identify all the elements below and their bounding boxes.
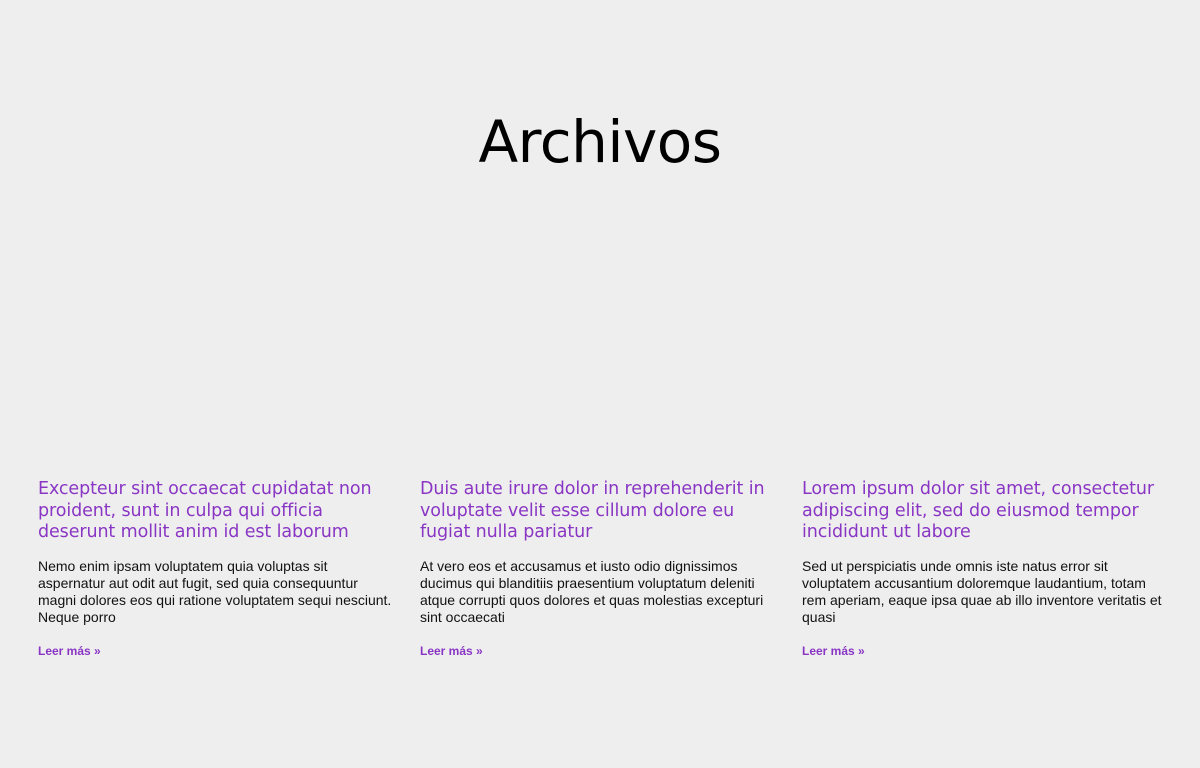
post-title [38,479,398,544]
page-title: Archivos [478,108,722,176]
post-title-link[interactable]: Lorem ipsum dolor sit amet, consectetur adipiscing elit, sed do eiusmod tempor incididunt ut labore [802,479,1154,542]
post-card [802,479,1162,660]
read-more-link[interactable]: Leer más » [420,643,483,658]
post-excerpt: Sed ut perspiciatis unde omnis iste natus error sit voluptatem accusantium doloremque laudantium, totam rem aperiam, eaque ipsa quae ab illo inventore veritatis et quasi [802,557,1162,625]
read-more-link[interactable]: Leer más » [802,643,865,658]
archive-header [0,108,1200,176]
post-excerpt: At vero eos et accusamus et iusto odio dignissimos ducimus qui blanditiis praesentium voluptatum deleniti atque corrupti quos dolores et quas molestias excepturi sint occaecati [420,557,764,625]
read-more-link[interactable]: Leer más » [38,643,101,658]
post-list [38,479,1162,660]
post-card [420,479,780,660]
post-title [420,479,780,544]
post-excerpt: Nemo enim ipsam voluptatem quia voluptas sit aspernatur aut odit aut fugit, sed quia consequuntur magni dolores eos qui ratione voluptatem sequi nesciunt. Neque porro [38,557,392,625]
post-title [802,479,1162,544]
post-title-link[interactable]: Excepteur sint occaecat cupidatat non proident, sunt in culpa qui officia deserunt mollit anim id est laborum [38,479,372,542]
post-title-link[interactable]: Duis aute irure dolor in reprehenderit in voluptate velit esse cillum dolore eu fugiat nulla pariatur [420,479,765,542]
post-card [38,479,398,660]
